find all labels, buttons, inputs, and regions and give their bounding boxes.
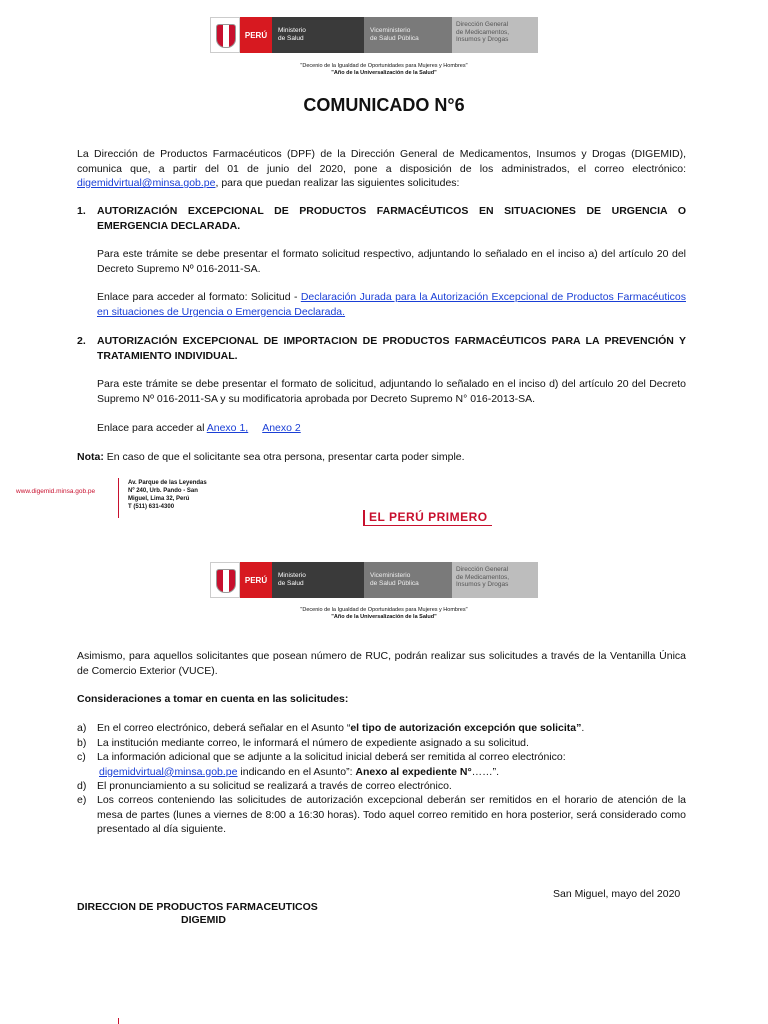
el-peru-primero-logo: EL PERÚ PRIMERO [363,510,492,526]
footer-divider [118,478,119,518]
list-label-d: d) [77,780,87,792]
viceministerio-label: Viceministerio de Salud Pública [364,562,452,598]
list-label-c: c) [77,751,86,763]
list-item-c: La información adicional que se adjunte a la solicitud inicial deberá ser remitida al correo electrónico: digemidvirtual@minsa.gob.pe indicando en el Asunto”: Anexo al expediente N°……”. [97,751,566,778]
viceministerio-label: Viceministerio de Salud Pública [364,17,452,53]
decenio-line: "Decenio de la Igualdad de Oportunidades para Mujeres y Hombres" [300,607,468,613]
declaracion-jurada-link[interactable]: Declaración Jurada para la Autorización Excepcional de Productos Farmacéuticos en situaciones de Urgencia o Emergencia Declarada. [97,291,686,318]
anexo1-link[interactable]: Anexo 1, [206,422,249,434]
list-item-e: Los correos conteniendo las solicitudes de autorización excepcional deberán ser remitidos en el horario de atención de la mesa de partes (lunes a viernes de 8:00 a 16:30 horas). Todo aquel correo remitido en hora posterior, será considerado como presentado al día siguiente. [97,794,686,835]
email-link[interactable]: digemidvirtual@minsa.gob.pe [99,765,238,778]
email-link[interactable]: digemidvirtual@minsa.gob.pe [77,177,216,189]
header-banner [210,17,538,53]
footer-divider [118,1018,119,1024]
peru-label: PERÚ [240,17,272,53]
signature-line-2: DIGEMID [181,914,226,926]
list-item-b: La institución mediante correo, le informará el número de expediente asignado a su solicitud. [97,737,529,749]
anexo2-link[interactable]: Anexo 2 [262,422,301,434]
peru-shield-icon [210,17,240,53]
direccion-label: Dirección General de Medicamentos, Insumos y Drogas [452,17,538,53]
item1-heading: AUTORIZACIÓN EXCEPCIONAL DE PRODUCTOS FARMACÉUTICOS EN SITUACIONES DE URGENCIA O EMERGENCIA DECLARADA. [97,205,686,232]
list-label-a: a) [77,722,87,734]
page-title: COMUNICADO N°6 [303,95,465,115]
nota-paragraph: Nota: En caso de que el solicitante sea otra persona, presentar carta poder simple. [77,451,465,463]
direccion-label: Dirección General de Medicamentos, Insumos y Drogas [452,562,538,598]
consideraciones-title: Consideraciones a tomar en cuenta en las solicitudes: [77,693,349,705]
item2-body: Para este trámite se debe presentar el formato de solicitud, adjuntando lo señalado en el inciso d) del artículo 20 del Decreto Supremo Nº 016-2011-SA y su modificatoria aprobada por Decreto Supremo N° 016-2013-SA. [97,378,686,405]
ministerio-label: Ministerio de Salud [272,17,364,53]
list-item-d: El pronunciamiento a su solicitud se realizará a través de correo electrónico. [97,780,452,792]
header-banner-2 [210,562,538,598]
date-line: San Miguel, mayo del 2020 [553,888,681,900]
peru-label: PERÚ [240,562,272,598]
ministerio-label: Ministerio de Salud [272,562,364,598]
anio-line: "Año de la Universalización de la Salud" [331,614,437,620]
footer-url[interactable]: www.digemid.minsa.gob.pe [16,488,96,495]
anio-line: "Año de la Universalización de la Salud" [331,70,437,76]
item1-number: 1. [77,205,86,217]
peru-shield-icon [210,562,240,598]
footer-address: Av. Parque de las Leyendas Nº 240, Urb. Pando - San Miguel, Lima 32, Perú T (511) 631-4300 [128,480,207,510]
item2-link-paragraph: Enlace para acceder al Anexo 1, Anexo 2 [97,422,301,434]
list-label-b: b) [77,737,87,749]
signature-line-1: DIRECCION DE PRODUCTOS FARMACEUTICOS [77,901,318,913]
decenio-line: "Decenio de la Igualdad de Oportunidades para Mujeres y Hombres" [300,63,468,69]
item2-number: 2. [77,335,86,347]
item2-heading: AUTORIZACIÓN EXCEPCIONAL DE IMPORTACION DE PRODUCTOS FARMACÉUTICOS PARA LA PREVENCIÓN Y TRATAMIENTO INDIVIDUAL. [97,335,686,362]
list-item-a: En el correo electrónico, deberá señalar en el Asunto “el tipo de autorización excepción que solicita”. [97,722,585,734]
item1-body: Para este trámite se debe presentar el formato solicitud respectivo, adjuntando lo señalado en el inciso a) del artículo 20 del Decreto Supremo Nº 016-2011-SA. [97,248,686,275]
list-label-e: e) [77,794,87,806]
intro-paragraph: La Dirección de Productos Farmacéuticos (DPF) de la Dirección General de Medicamentos, Insumos y Drogas (DIGEMID), comunica que, a partir del 01 de junio del 2020, pone a disposición de los administrados, el correo electrónico: digemidvirtual@minsa.gob.pe, para que puedan realizar las siguientes solicitudes: [77,148,686,189]
vuce-paragraph: Asimismo, para aquellos solicitantes que posean número de RUC, podrán realizar sus solicitudes a través de la Ventanilla Única de Comercio Exterior (VUCE). [77,650,686,677]
item1-link-paragraph: Enlace para acceder al formato: Solicitud - Declaración Jurada para la Autorización Excepcional de Productos Farmacéuticos en situaciones de Urgencia o Emergencia Declarada. [97,291,686,318]
